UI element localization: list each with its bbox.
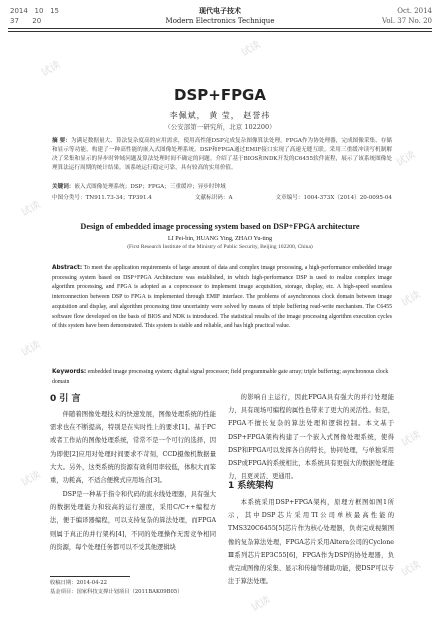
issue-line-2: 37 20 — [10, 17, 42, 25]
issue-info-en — [382, 6, 432, 26]
abstract-cn — [52, 137, 392, 173]
section-0-heading: 0 引 言 — [50, 394, 81, 404]
page-header — [0, 0, 440, 52]
authors-cn: 李佩斌， 黄 莹， 赵誉祎 — [169, 111, 271, 120]
footnote-rule — [50, 576, 130, 577]
intro-paragraph-2: DSP是一种基于指令和代码的流水线处理器，具有强大的数据处理能力和较高的运行速度，采用C/C++编程方法，便于编译器编程，可以支持复杂的算法处理，而FPGA则属于真正的并行架构[4]，不同的处理操作无需竞争相同的资源，每个处理任务都可以不受其他逻辑块 — [50, 491, 216, 551]
right-paragraph-2: 本系统采用DSP+FPGA架构，原理方框图如图1所示，其中DSP芯片采用TI公司单核最高性能的TMS320C6455[5]芯片作为核心处理器，负责完成视频图像的复杂算法处理，FPGA芯片采用Altera公司的Cyclone Ⅲ系列芯片EP3C55[6]，FPGA作为DSP的协处理器，负责完成图像的采集、显示和传输等辅助功能，使DSP可以专注于算法处理。 — [228, 499, 394, 586]
article-number: 文章编号：1004-373X（2014）20-0095-04 — [275, 195, 392, 201]
watermark: 试读 — [239, 39, 263, 59]
abstract-en — [52, 264, 392, 332]
footnote-fund: 基金项目：国家科技支撑计划项目（2011BAK09B05） — [50, 588, 183, 595]
abstract-en-text: To meet the application requirements of large amount of data and complex image processing, a high-performance embedded image processing system based on DSP+FPGA Architecture was established, in which high-performance DSP is used to realize complex image algorithm processing, and FPGA is adopted as a coprocessor to implement image acquisition, storage, display, etc. A high-speed seamless interconnection between DSP to FPGA is implemented through EMIF interface. The problems of asynchronous clock domain between image acquisition and display, and algorithm processing time uncertainty were solved by means of triple buffering read-write mechanism. The C6455 software flow developed on the basis of BIOS and NDK is introduced. The statistical results of the image processing algorithm execution cycles of this system have been demonstrated. This system is stable and reliable, and has high practical value. — [52, 265, 392, 330]
authors-en: LI Pei-bin, HUANG Ying, ZHAO Yu-ting — [167, 235, 273, 242]
watermark: 试读 — [39, 59, 63, 79]
abstract-cn-label: 摘 要： — [52, 138, 71, 144]
affiliation-en: (First Research Institute of the Ministry of Public Security, Beijing 102200, China) — [127, 244, 313, 250]
keywords-cn-label: 关键词： — [52, 184, 75, 190]
affiliation-cn: （公安部第一研究所，北京 102200） — [164, 123, 276, 131]
classification-line — [52, 194, 392, 203]
journal-name-cn: 现代电子技术 — [199, 7, 241, 15]
paper-title-cn: DSP+FPGA — [174, 86, 266, 104]
issue-date: Oct. 2014 — [397, 7, 432, 15]
watermark: 试读 — [19, 339, 43, 359]
watermark: 试读 — [249, 594, 273, 614]
keywords-en-text: embedded image processing system; digital signal processor; field programmable gate array; triple buffering; asynchronous clock domain — [52, 369, 389, 385]
document-code: 文献标识码：A — [194, 195, 233, 201]
watermark: 试读 — [394, 149, 418, 169]
paper-title-en: Design of embedded image processing system based on DSP+FPGA architecture — [80, 222, 360, 231]
issue-line-1: 2014 10 15 — [10, 7, 59, 15]
clc-number: 中图分类号：TN911.73-34；TP391.4 — [52, 195, 152, 201]
keywords-en — [52, 368, 392, 387]
header-rule — [8, 28, 432, 29]
watermark: 试读 — [19, 469, 43, 489]
abstract-cn-text: 为满足数据量大、算法复杂度高的应用需求，使用高性能DSP完成复杂图像算法处理，FPGA作为协处理器，完成图像采集、存储和显示等功能，构建了一种高性能的嵌入式图像处理系统。DSP和FPGA通过EMIF接口实现了高速无缝互联。采用三重缓冲读写机制解决了采集和显示的异步时钟域问题及算法处理时间不确定的问题。介绍了基于BIOS和NDK开发的C6455软件流程，展示了该系统图像处理算法运行周期的统计结果。该系统运行稳定可靠，具有较高的实用价值。 — [52, 138, 392, 171]
journal-name-en: Modern Electronics Technique — [165, 17, 275, 25]
issue-volume: Vol. 37 No. 20 — [381, 17, 432, 25]
right-paragraph-1: 的影响自主运行，因此FPGA具有强大的并行处理能力，具有现场可编程的属性也带来了更大的灵活性。但是，FPGA不擅长复杂的算法处理和逻辑控制。本文基于DSP+FPGA架构构建了一个嵌入式图像处理系统，使得DSP和FPGA可以发挥各自的特长，协同处理，与单独采用DSP或FPGA的系统相比，本系统具有更强大的数据处理能力，且更灵活、更通用。 — [228, 394, 394, 481]
abstract-en-label: Abstract: — [52, 265, 83, 271]
keywords-en-label: Keywords: — [52, 369, 87, 375]
footnote-received: 收稿日期：2014-04-22 — [50, 580, 108, 586]
watermark: 试读 — [19, 199, 43, 219]
keywords-cn-text: 嵌入式图像处理系统；DSP；FPGA；三重缓冲；异步时钟域 — [74, 184, 226, 190]
header-rule-thin — [8, 31, 432, 32]
keywords-cn — [52, 183, 392, 192]
watermark: 试读 — [399, 559, 423, 579]
journal-name — [0, 6, 440, 26]
watermark: 试读 — [399, 429, 423, 449]
footnotes — [50, 579, 220, 596]
section-1-heading: 1 系统架构 — [228, 481, 274, 491]
intro-paragraph-1: 伴随着图像处理技术的快速发展，图像处理系统的性能需求也在不断提高，特别是在实时性上的要求[1]。基于PC或者工作站的图像处理系统，常常不是一个可行的选择，因为即使[2]应用对处理时间要求不苛刻，CCD摄像机数据量大大。另外，这类系统的资源有效利用率较低，体积大而笨重，功耗高，不适合便携式应用场合[3]。 — [50, 411, 216, 485]
watermark: 试读 — [399, 289, 423, 309]
